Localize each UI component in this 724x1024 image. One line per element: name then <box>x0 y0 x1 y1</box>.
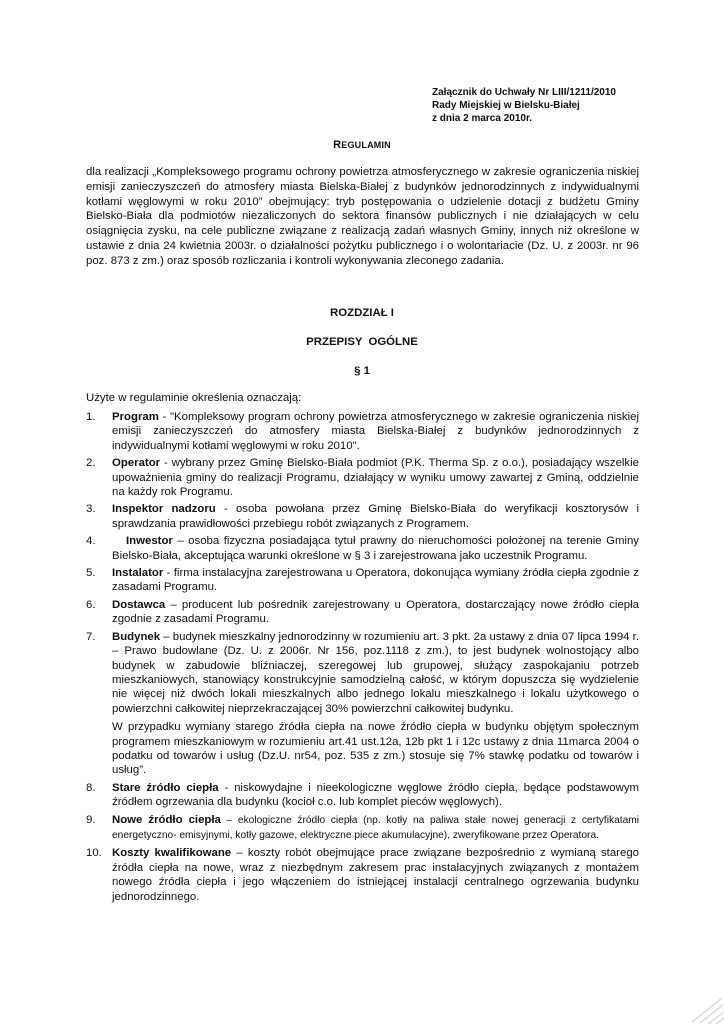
definition-7-extra: W przypadku wymiany starego źródła ciepła na nowe źródło ciepła w budynku objętym społecznym programem mieszkaniowym w rozumieniu art.41 ust.12a, 12b pkt 1 i 12c ustawy z dnia 11marca 2004 o podatku od towarów i usług (Dz.U. nr54, poz. 535 z zm.) stosuje się 7% stawkę podatku od towarów i usług”. <box>112 721 639 777</box>
definition-text: – producent lub pośrednik zarejestrowany u Operatora, dostarczający nowe źródło ciepła zgodnie z zasadami Programu. <box>112 598 639 626</box>
definition-term: Koszty kwalifikowane <box>112 847 232 860</box>
definition-item <box>86 456 639 499</box>
definition-number: 10. <box>86 847 102 860</box>
definition-term: Nowe źródło ciepła <box>112 813 221 826</box>
definition-text: - firma instalacyjna zarejestrowana u Operatora, dokonująca wymiany źródła ciepła zgodnie z zasadami Programu. <box>112 567 639 594</box>
definition-term: Operator <box>112 457 161 470</box>
chapter-heading: ROZDZIAŁ I <box>330 307 394 319</box>
chapter-title: PRZEPISY OGÓLNE <box>306 336 418 348</box>
definitions-list <box>86 410 639 907</box>
definition-text: – osoba fizyczna posiadająca tytuł prawny do nieruchomości położonej na terenie Gminy Bielsko-Biała, akceptująca warunki określone w § 3 i zarejestrowana jako uczestnik Programu. <box>112 535 639 562</box>
definition-number: 1. <box>86 411 96 423</box>
document-title <box>0 139 724 151</box>
definition-item <box>86 630 639 716</box>
definition-term: Program <box>112 411 159 423</box>
attachment-line-2: Rady Miejskiej w Bielsku-Białej <box>432 100 580 111</box>
definition-item <box>86 502 639 531</box>
definition-number: 2. <box>86 457 96 470</box>
definition-term: Instalator <box>112 567 164 580</box>
definitions-lead: Użyte w regulaminie określenia oznaczają: <box>86 392 302 404</box>
definition-number: 8. <box>86 781 96 794</box>
definition-item <box>86 566 639 595</box>
page-corner-marks <box>684 994 724 1024</box>
definition-item <box>86 598 639 627</box>
definition-term: Inspektor nadzoru <box>112 503 216 516</box>
definition-item <box>86 813 639 844</box>
definition-term: Inwestor <box>126 535 173 548</box>
definition-text: – ekologiczne źródło ciepła (np. kotły na paliwa stałe nowej generacji z certyfikatami energetyczno- emisyjnymi, kotły gazowe, elektryczne piece akumulacyjne), zweryfikowane przez Operatora. <box>112 814 640 841</box>
definition-text: - niskowydajne i nieekologiczne węglowe źródło ciepła, będące podstawowym źródłem ogrzewania dla budynku (kocioł c.o. lub komplet pieców węglowych). <box>112 781 640 809</box>
attachment-line-1: Załącznik do Uchwały Nr LIII/1211/2010 <box>432 87 616 98</box>
definition-text: – budynek mieszkalny jednorodzinny w rozumieniu art. 3 pkt. 2a ustawy z dnia 07 lipca 1994 r. – Prawo budowlane (Dz. U. z 2006r. Nr 156, poz.1118 z zm.), to jest budynek wolnostojący albo budynek w zabudowie bliźniaczej, szeregowej lub grupowej, służący zaspokajaniu potrzeb mieszkaniowych, stanowiący konstrukcyjnie samodzielną całość, w którym dopuszcza się wydzielenie nie więcej niż dwóch lokali mieszkalnych albo jednego lokalu mieszkalnego i lokalu użytkowego o powierzchni całkowitej nieprzekraczającej 30% powierzchni całkowitej budynku. <box>112 630 639 715</box>
definition-text: – koszty robót obejmujące prace związane bezpośrednio z wymianą starego źródła ciepła na nowe, wraz z niezbędnym zakresem prac instalacyjnych związanych z montażem nowego źródła ciepła i jego włączeniem do istniejącej instalacji centralnego ogrzewania budynku jednorodzinnego. <box>112 847 639 903</box>
definition-text: - osoba powołana przez Gminę Bielsko-Biała do weryfikacji kosztorysów i sprawdzania prawidłowości przebiegu robót związanych z Programem. <box>112 503 639 530</box>
definition-text: - wybrany przez Gminę Bielsko-Biała podmiot (P.K. Therma Sp. z o.o.), posiadający wszelkie upoważnienia gminy do realizacji Programu, działający w wyniku umowy zawartej z Gminą, oddzielnie na każdy rok Programu. <box>112 457 639 499</box>
definition-number: 7. <box>86 630 96 643</box>
definition-term: Stare źródło ciepła <box>112 781 219 794</box>
definition-item <box>86 410 639 453</box>
definition-number: 5. <box>86 567 96 580</box>
attachment-line-3: z dnia 2 marca 2010r. <box>432 113 533 124</box>
definition-number: 3. <box>86 503 96 516</box>
definition-term: Dostawca <box>112 598 166 611</box>
definition-text: - "Kompleksowy program ochrony powietrza atmosferycznego w zakresie ograniczenia niskiej emisji zanieczyszczeń do atmosfery miasta Bielska-Białej z budynków jednorodzinnych z indywidualnymi kotłami węglowymi w roku 2010". <box>112 411 639 452</box>
attachment-header <box>432 86 616 125</box>
definition-number: 4. <box>86 535 96 548</box>
definition-number: 9. <box>86 813 96 826</box>
intro-paragraph: dla realizacji „Kompleksowego programu ochrony powietrza atmosferycznego w zakresie ograniczenia niskiej emisji zanieczyszczeń do atmosfery miasta Bielska-Białej z budynków jednorodzinnych z indywidualnymi kotłami węglowymi w roku 2010” obejmujący: tryb postępowania o udzielenie dotacji z budżetu Gminy Bielsko-Biała dla podmiotów niezaliczonych do sektora finansów publicznych i nie działających w celu osiągnięcia zysku, na cele publiczne związane z realizacją zadań własnych Gminy, innych niż określone w ustawie z dnia 24 kwietnia 2003r. o działalności pożytku publicznego i o wolontariacie (Dz. U. z 2003r. nr 96 poz. 873 z zm.) oraz sposób rozliczania i kontroli wykonywania zleconego zadania. <box>86 166 639 267</box>
definition-item <box>86 534 639 563</box>
definition-term: Budynek <box>112 630 161 643</box>
definition-number: 6. <box>86 598 96 611</box>
paragraph-sign: § 1 <box>354 365 370 377</box>
definition-item <box>86 846 639 904</box>
title-rest: EGULAMIN <box>341 140 391 150</box>
definition-item <box>86 781 639 810</box>
title-initial: R <box>333 139 342 151</box>
